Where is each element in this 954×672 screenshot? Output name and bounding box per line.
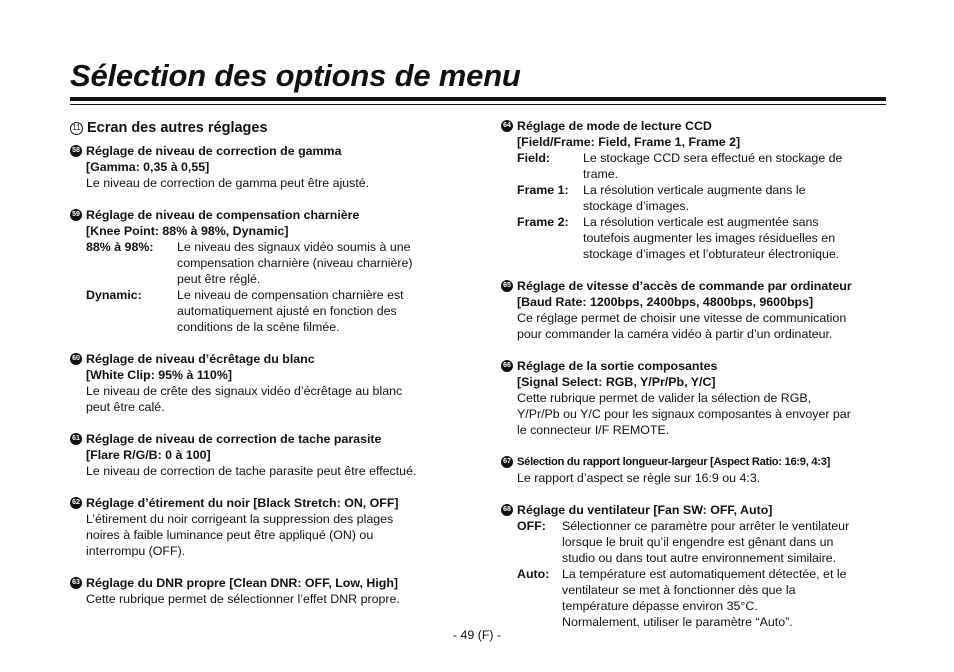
definition-line: automatiquement ajusté en fonction des — [177, 304, 397, 318]
left-column — [70, 118, 462, 623]
item-heading: Réglage d’étirement du noir [Black Stretch: ON, OFF] — [86, 496, 399, 510]
definition-term: OFF: — [517, 519, 546, 533]
definition-line: stockage d’images. — [583, 199, 690, 213]
item-body: peut être calé. — [86, 400, 165, 414]
definition-line: conditions de la scène filmée. — [177, 320, 340, 334]
definition-line: peut être réglé. — [177, 272, 261, 286]
item-aspect-ratio — [501, 454, 896, 486]
definition-row — [517, 150, 896, 182]
item-heading: Réglage de mode de lecture CCD — [517, 119, 712, 133]
definition-line: Sélectionner ce paramètre pour arrêter le ventilateur — [562, 519, 850, 533]
definition-desc — [562, 518, 896, 566]
definition-line: toutefois augmenter les images résiduelles en — [583, 231, 836, 245]
definition-line: Le niveau des signaux vidéo soumis à une — [177, 240, 411, 254]
item-number-icon: 67 — [501, 456, 513, 468]
item-number-icon: 64 — [501, 120, 513, 132]
item-number-icon: 59 — [70, 209, 82, 221]
item-number-icon: 60 — [70, 353, 82, 365]
item-heading: Réglage de niveau de correction de tache parasite — [86, 432, 382, 446]
definition-line: La résolution verticale est augmentée sans — [583, 215, 819, 229]
item-number-icon: 68 — [501, 504, 513, 516]
definition-desc — [583, 182, 896, 214]
definition-row — [86, 239, 462, 287]
item-heading-range: [Baud Rate: 1200bps, 2400bps, 4800bps, 9600bps] — [517, 295, 814, 309]
item-fan-switch — [501, 502, 896, 630]
item-body: Le niveau de correction de tache parasite peut être effectué. — [86, 464, 417, 478]
definition-term: Field: — [517, 151, 551, 165]
definition-line: La résolution verticale augmente dans le — [583, 183, 806, 197]
item-heading: Réglage de niveau de correction de gamma — [86, 144, 342, 158]
right-column — [501, 118, 896, 646]
item-ccd-mode — [501, 118, 896, 262]
item-body: Cette rubrique permet de sélectionner l’effet DNR propre. — [86, 592, 400, 606]
item-heading: Réglage de la sortie composantes — [517, 359, 718, 373]
item-black-stretch — [70, 495, 462, 559]
item-body: Ce réglage permet de choisir une vitesse de communication — [517, 311, 847, 325]
item-clean-dnr — [70, 575, 462, 607]
definition-line: Le niveau de compensation charnière est — [177, 288, 404, 302]
definition-line: compensation charnière (niveau charnière) — [177, 256, 413, 270]
item-body: le connecteur I/F REMOTE. — [517, 423, 670, 437]
item-heading-range: [Flare R/G/B: 0 à 100] — [86, 448, 211, 462]
item-heading-range: [Signal Select: RGB, Y/Pr/Pb, Y/C] — [517, 375, 716, 389]
definition-row — [517, 182, 896, 214]
section-heading — [70, 118, 462, 138]
definition-term: Frame 2: — [517, 215, 569, 229]
item-number-icon: 66 — [501, 360, 513, 372]
definition-desc — [177, 287, 462, 335]
definition-line: Le stockage CCD sera effectué en stockage de — [583, 151, 843, 165]
definition-line: Normalement, utiliser le paramètre “Auto”. — [562, 615, 793, 629]
definition-line: La température est automatiquement détectée, et le — [562, 567, 847, 581]
item-heading: Sélection du rapport longueur-largeur [Aspect Ratio: 16:9, 4:3] — [517, 456, 831, 468]
definition-term: Dynamic: — [86, 288, 142, 302]
item-body: Cette rubrique permet de valider la sélection de RGB, — [517, 391, 812, 405]
definition-term: Frame 1: — [517, 183, 569, 197]
item-heading-range: [Knee Point: 88% à 98%, Dynamic] — [86, 224, 289, 238]
item-signal-select — [501, 358, 896, 438]
definition-line: stockage d’images et l’obturateur électronique. — [583, 247, 840, 261]
item-white-clip — [70, 351, 462, 415]
item-heading: Réglage de niveau de compensation charnière — [86, 208, 360, 222]
item-number-icon: 61 — [70, 433, 82, 445]
item-heading-range: [Field/Frame: Field, Frame 1, Frame 2] — [517, 135, 741, 149]
item-heading-range: [Gamma: 0,35 à 0,55] — [86, 160, 210, 174]
title-rule-thin — [70, 104, 886, 105]
definition-row — [517, 518, 896, 566]
item-body: Le niveau de correction de gamma peut être ajusté. — [86, 176, 370, 190]
item-heading-range: [White Clip: 95% à 110%] — [86, 368, 232, 382]
page-number: - 49 (F) - — [452, 628, 502, 642]
item-knee-point — [70, 207, 462, 335]
item-heading: Réglage du DNR propre [Clean DNR: OFF, Low, High] — [86, 576, 399, 590]
section-number-icon: 11 — [70, 122, 83, 135]
definition-line: ventilateur se met à fonctionner dès que la — [562, 583, 796, 597]
definition-term: 88% à 98%: — [86, 240, 154, 254]
item-heading: Réglage de vitesse d’accès de commande par ordinateur — [517, 279, 852, 293]
definition-row — [517, 566, 896, 630]
item-body: Y/Pr/Pb ou Y/C pour les signaux composantes à envoyer par — [517, 407, 851, 421]
section-heading-text: Ecran des autres réglages — [87, 120, 268, 136]
definition-desc — [562, 566, 896, 630]
item-baud-rate — [501, 278, 896, 342]
definition-line: trame. — [583, 167, 619, 181]
definition-row — [86, 287, 462, 335]
page-title: Sélection des options de menu — [70, 58, 521, 93]
item-gamma — [70, 143, 462, 191]
item-number-icon: 63 — [70, 577, 82, 589]
item-body: noires à faible luminance peut être appliqué (ON) ou — [86, 528, 374, 542]
item-body: Le niveau de crête des signaux vidéo d’écrêtage au blanc — [86, 384, 403, 398]
definition-term: Auto: — [517, 567, 550, 581]
item-body: pour commander la caméra vidéo à partir d’un ordinateur. — [517, 327, 833, 341]
item-body: interrompu (OFF). — [86, 544, 186, 558]
definition-desc — [583, 214, 896, 262]
definition-line: température dépasse environ 35°C. — [562, 599, 758, 613]
title-rule-thick — [70, 97, 886, 101]
item-number-icon: 62 — [70, 497, 82, 509]
item-heading: Réglage de niveau d’écrêtage du blanc — [86, 352, 315, 366]
definition-line: studio ou dans tout autre environnement similaire. — [562, 551, 837, 565]
definition-line: lorsque le bruit qu’il engendre est gênant dans un — [562, 535, 834, 549]
item-body: Le rapport d’aspect se règle sur 16:9 ou 4:3. — [517, 471, 761, 485]
item-number-icon: 58 — [70, 145, 82, 157]
item-number-icon: 65 — [501, 280, 513, 292]
item-body: L’étirement du noir corrigeant la suppression des plages — [86, 512, 394, 526]
definition-row — [517, 214, 896, 262]
item-heading: Réglage du ventilateur [Fan SW: OFF, Auto] — [517, 503, 773, 517]
item-flare — [70, 431, 462, 479]
definition-desc — [177, 239, 462, 287]
definition-desc — [583, 150, 896, 182]
